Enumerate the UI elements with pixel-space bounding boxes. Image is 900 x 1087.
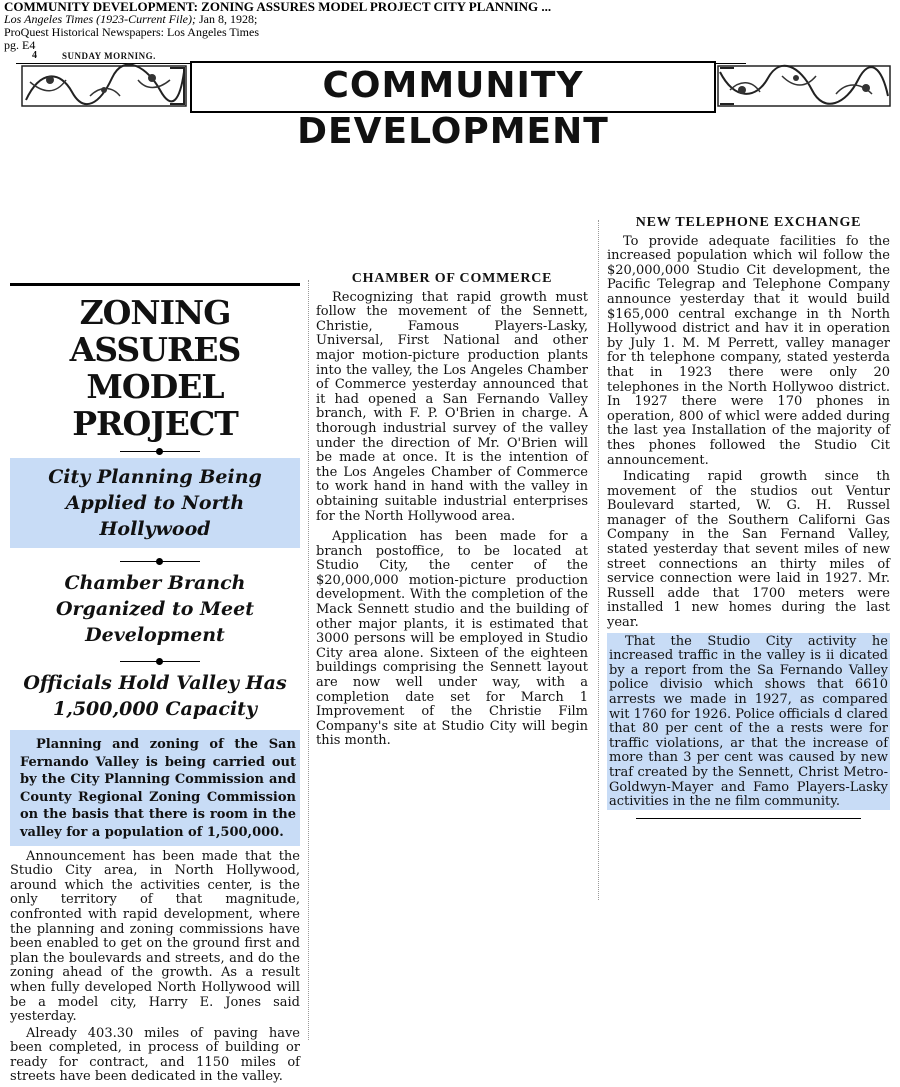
divider bbox=[10, 656, 300, 666]
section-subhead: NEW TELEPHONE EXCHANGE bbox=[635, 215, 862, 230]
page-number: 4 bbox=[32, 50, 37, 61]
section-subhead: CHAMBER OF COMMERCE bbox=[351, 271, 553, 286]
article-column-2 bbox=[316, 272, 588, 751]
citation-database: ProQuest Historical Newspapers: Los Angeles Times bbox=[4, 25, 259, 39]
column-separator bbox=[308, 280, 309, 1040]
highlighted-paragraph: That the Studio City activity he increased traffic in the valley is ii dicated by a report from the Sa Fernando Valley police divisio which shows that 6610 arrests we made in 1927, as compared wit 1760 for 1926. Police officials d clared that 80 per cent of the a rests were for traffic violations, ar that the increase of more than 3 per cent was caused by new traf created by the Sennett, Christ Metro-Goldwyn-Mayer and Famo Players-Lasky activities in the ne film community. bbox=[609, 633, 888, 810]
body-paragraph: Application has been made for a branch postoffice, to be located at Studio City, the center of the $20,000,000 motion-picture production development. With the completion of the Mack Sennett studio and the building of other major plants, it is estimated that 3000 persons will be employed in Studio City area alone. Sixteen of the eighteen buildings comprising the Sennett layout are now well under way, with a completion date set for March 1 Improvement of the Christie Film Company's site at Studio City will begin this month. bbox=[316, 529, 588, 749]
masthead bbox=[4, 50, 894, 152]
left-ornament-icon bbox=[20, 60, 188, 110]
article-column-1 bbox=[10, 283, 300, 1087]
banner-title: COMMUNITY DEVELOPMENT bbox=[297, 65, 609, 152]
subheadline-2: Chamber Branch Organized to Meet Development bbox=[55, 572, 254, 646]
body-paragraph: Indicating rapid growth since th movement of the studios out Ventur Boulevard started, W. G. H. Russel manager of the Southern Californi Gas Company in the San Fernand Valley, stated yesterday that sevent miles of new street connections an thirty miles of service connection were laid in 1927. Mr. Russell adde that 1700 meters were installed 1 new homes during the last year. bbox=[607, 469, 890, 631]
edition-label: SUNDAY MORNING. bbox=[62, 51, 156, 61]
column-separator bbox=[598, 220, 599, 900]
citation-source: Los Angeles Times (1923-Current File); bbox=[4, 12, 196, 26]
headline-line-2: MODEL PROJECT bbox=[72, 367, 238, 443]
subheadline-1: City Planning Being Applied to North Hollywood bbox=[10, 458, 300, 548]
headline bbox=[10, 294, 300, 442]
lead-paragraph-block bbox=[10, 730, 300, 846]
lead-paragraph: Planning and zoning of the San Fernando Valley is being carried out by the City Planning Commission and County Regional Zoning Commission on the basis that there is room in the valley for a population of 1,500,000. bbox=[20, 737, 296, 840]
headline-line-1: ZONING ASSURES bbox=[69, 293, 241, 369]
citation-date: Jan 8, 1928; bbox=[196, 12, 258, 26]
divider bbox=[10, 446, 300, 456]
article-column-3 bbox=[607, 216, 890, 819]
body-paragraph: Recognizing that rapid growth must follow the movement of the Sennett, Christie, Famous Players-Lasky, Universal, First National and other major motion-picture production plants into the valley, the Los Angeles Chamber of Commerce yesterday announced that it had opened a San Fernando Valley branch, with F. P. O'Brien in charge. A thorough industrial survey of the valley under the direction of Mr. O'Brien will be made at once. It is the intention of the Los Angeles Chamber of Commerce to work hand in hand with the valley in obtaining suitable industrial enterprises for the North Hollywood area. bbox=[316, 289, 588, 524]
body-paragraph: Already 403.30 miles of paving have been completed, in process of building or ready for contract, and 1150 miles of streets have been dedicated in the valley. bbox=[10, 1025, 300, 1085]
body-paragraph: To provide adequate facilities fo the increased population which wil follow the $20,000,000 Studio Cit development, the Pacific Telegrap and Telephone Company announce yesterday that it would build $165,000 central exchange in th North Hollywood district and hav it in operation by July 1. M. M Perrett, valley manager for th telephone company, stated yesterda that in 1923 there were only 20 telephones in the North Hollywoo district. In 1927 there were 170 phones in operation, 800 of whicl were added during the last yea Installation of the majority of thes phones followed the Studio Cit announcement. bbox=[607, 233, 890, 468]
body-paragraph: Announcement has been made that the Studio City area, in North Hollywood, around which the activities center, is the only territory of that magnitude, confronted with rapid development, where the planning and zoning commissions have been enabled to get on the ground first and plan the boulevards and streets, and do the zoning ahead of the growth. As a result when fully developed North Hollywood will be a model city, Harry E. Jones said yesterday. bbox=[10, 848, 300, 1025]
headline-rule bbox=[10, 283, 300, 286]
citation-block bbox=[4, 0, 884, 52]
divider bbox=[10, 556, 300, 566]
end-rule bbox=[636, 818, 861, 819]
highlighted-paragraph-block bbox=[607, 633, 890, 810]
right-ornament-icon bbox=[716, 60, 892, 110]
citation-page: pg. E4 bbox=[4, 38, 36, 52]
subheadline-3: Officials Hold Valley Has 1,500,000 Capacity bbox=[23, 672, 287, 720]
section-banner bbox=[190, 61, 716, 152]
citation-title[interactable]: COMMUNITY DEVELOPMENT: ZONING ASSURES MODEL PROJECT CITY PLANNING ... bbox=[4, 0, 552, 14]
